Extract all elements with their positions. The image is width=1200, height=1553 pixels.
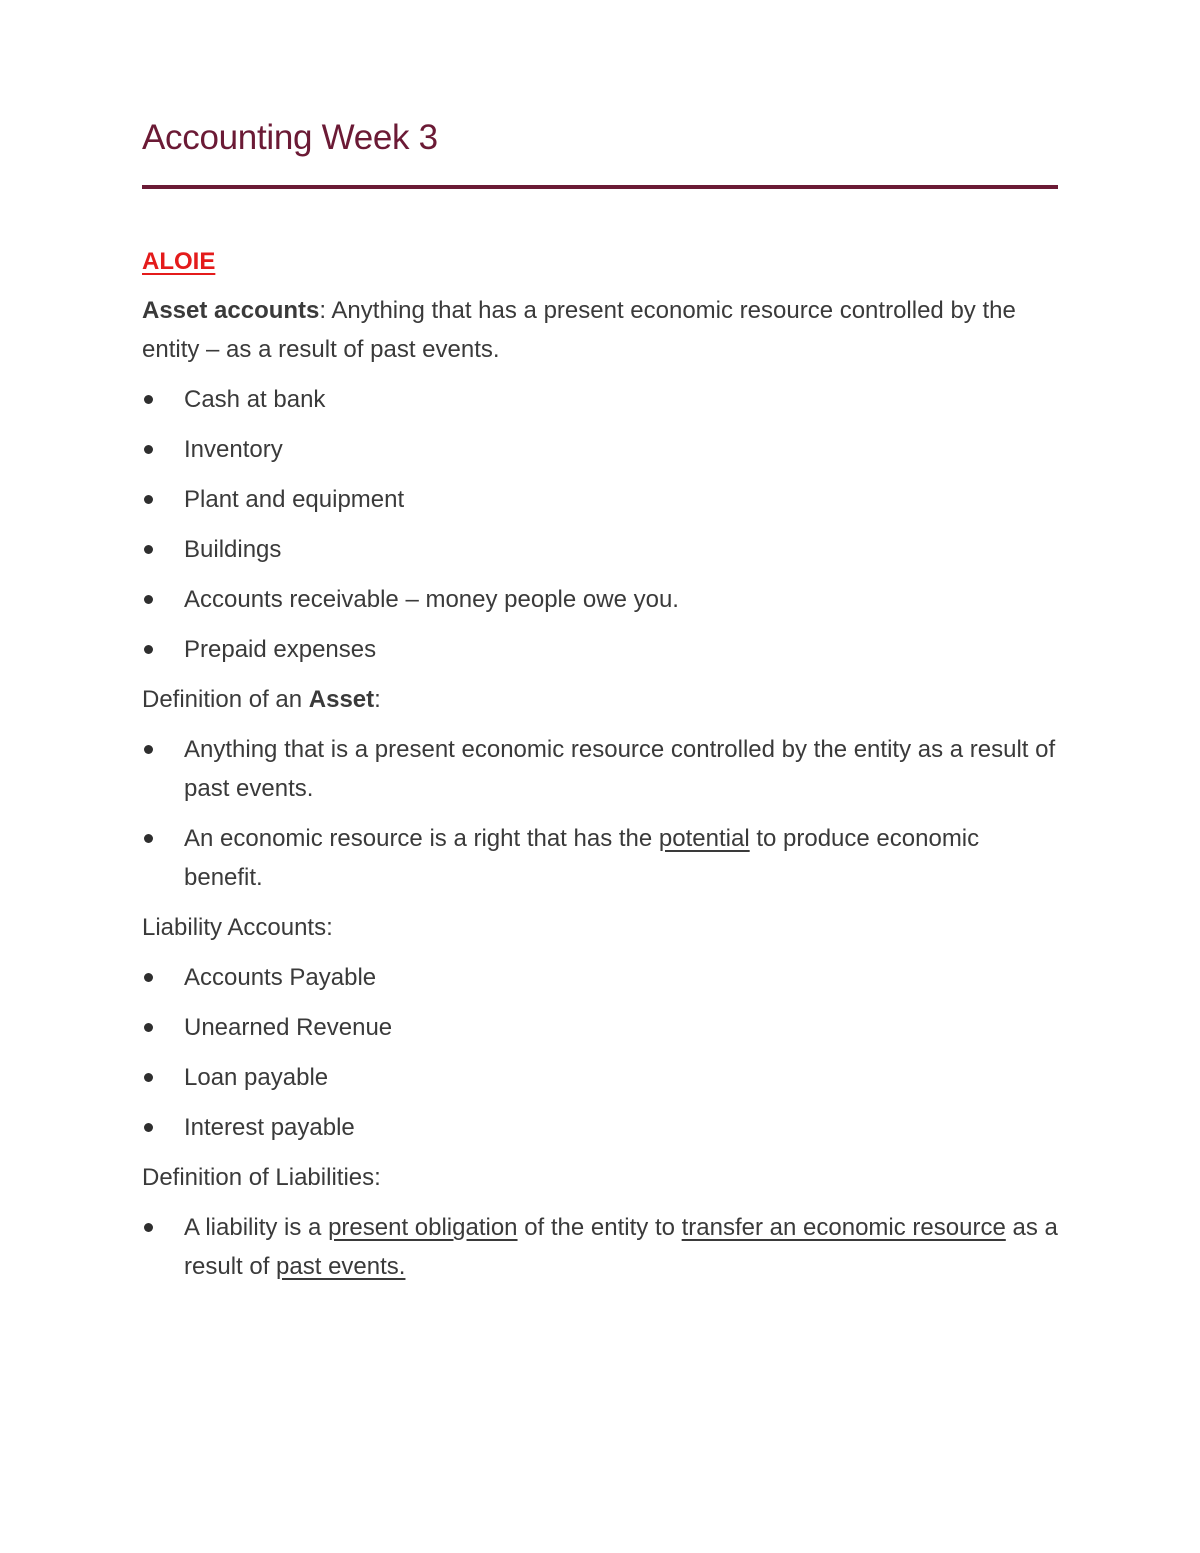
liability-accounts-heading: Liability Accounts: [142, 914, 333, 941]
definition-text: as a result of [184, 1214, 1058, 1280]
definition-text: A liability is a [184, 1214, 329, 1241]
asset-accounts-label: Asset accounts [142, 297, 320, 324]
section-heading-aloie: ALOIE [142, 248, 216, 275]
list-item: Inventory [142, 430, 1058, 469]
list-item [142, 1208, 1058, 1286]
list-item: Accounts receivable – money people owe you. [142, 580, 1058, 619]
definition-text: of the entity to [517, 1214, 682, 1241]
underlined-term: transfer an economic resource [681, 1214, 1006, 1241]
definition-text: to produce economic benefit. [184, 825, 980, 891]
list-item: Unearned Revenue [142, 1008, 1058, 1047]
list-item: Anything that is a present economic resource controlled by the entity as a result of past events. [142, 730, 1058, 808]
asset-definition-bold: Asset [308, 686, 375, 713]
liability-definition-heading: Definition of Liabilities: [142, 1164, 381, 1191]
underlined-term: potential [658, 825, 750, 852]
underlined-term: past events. [276, 1253, 406, 1280]
list-item: Prepaid expenses [142, 630, 1058, 669]
liability-definition-list [142, 1208, 1058, 1286]
list-item: Cash at bank [142, 380, 1058, 419]
asset-definition-suffix: : [374, 686, 381, 713]
liability-accounts-list [142, 958, 1058, 1147]
asset-accounts-paragraph [142, 291, 1058, 369]
definition-text: An economic resource is a right that has the [184, 825, 659, 852]
list-item [142, 819, 1058, 897]
list-item: Loan payable [142, 1058, 1058, 1097]
asset-definition-heading [142, 680, 1058, 719]
title-divider [142, 185, 1058, 189]
list-item: Plant and equipment [142, 480, 1058, 519]
list-item: Buildings [142, 530, 1058, 569]
list-item: Accounts Payable [142, 958, 1058, 997]
asset-definition-prefix: Definition of an [142, 686, 309, 713]
list-item: Interest payable [142, 1108, 1058, 1147]
document-body [142, 242, 1058, 1297]
document-title: Accounting Week 3 [142, 118, 438, 157]
asset-accounts-text: : Anything that has a present economic resource controlled by the entity – as a result of past events. [142, 297, 1016, 363]
asset-definition-list [142, 730, 1058, 897]
underlined-term: present obligation [328, 1214, 518, 1241]
asset-accounts-list [142, 380, 1058, 669]
